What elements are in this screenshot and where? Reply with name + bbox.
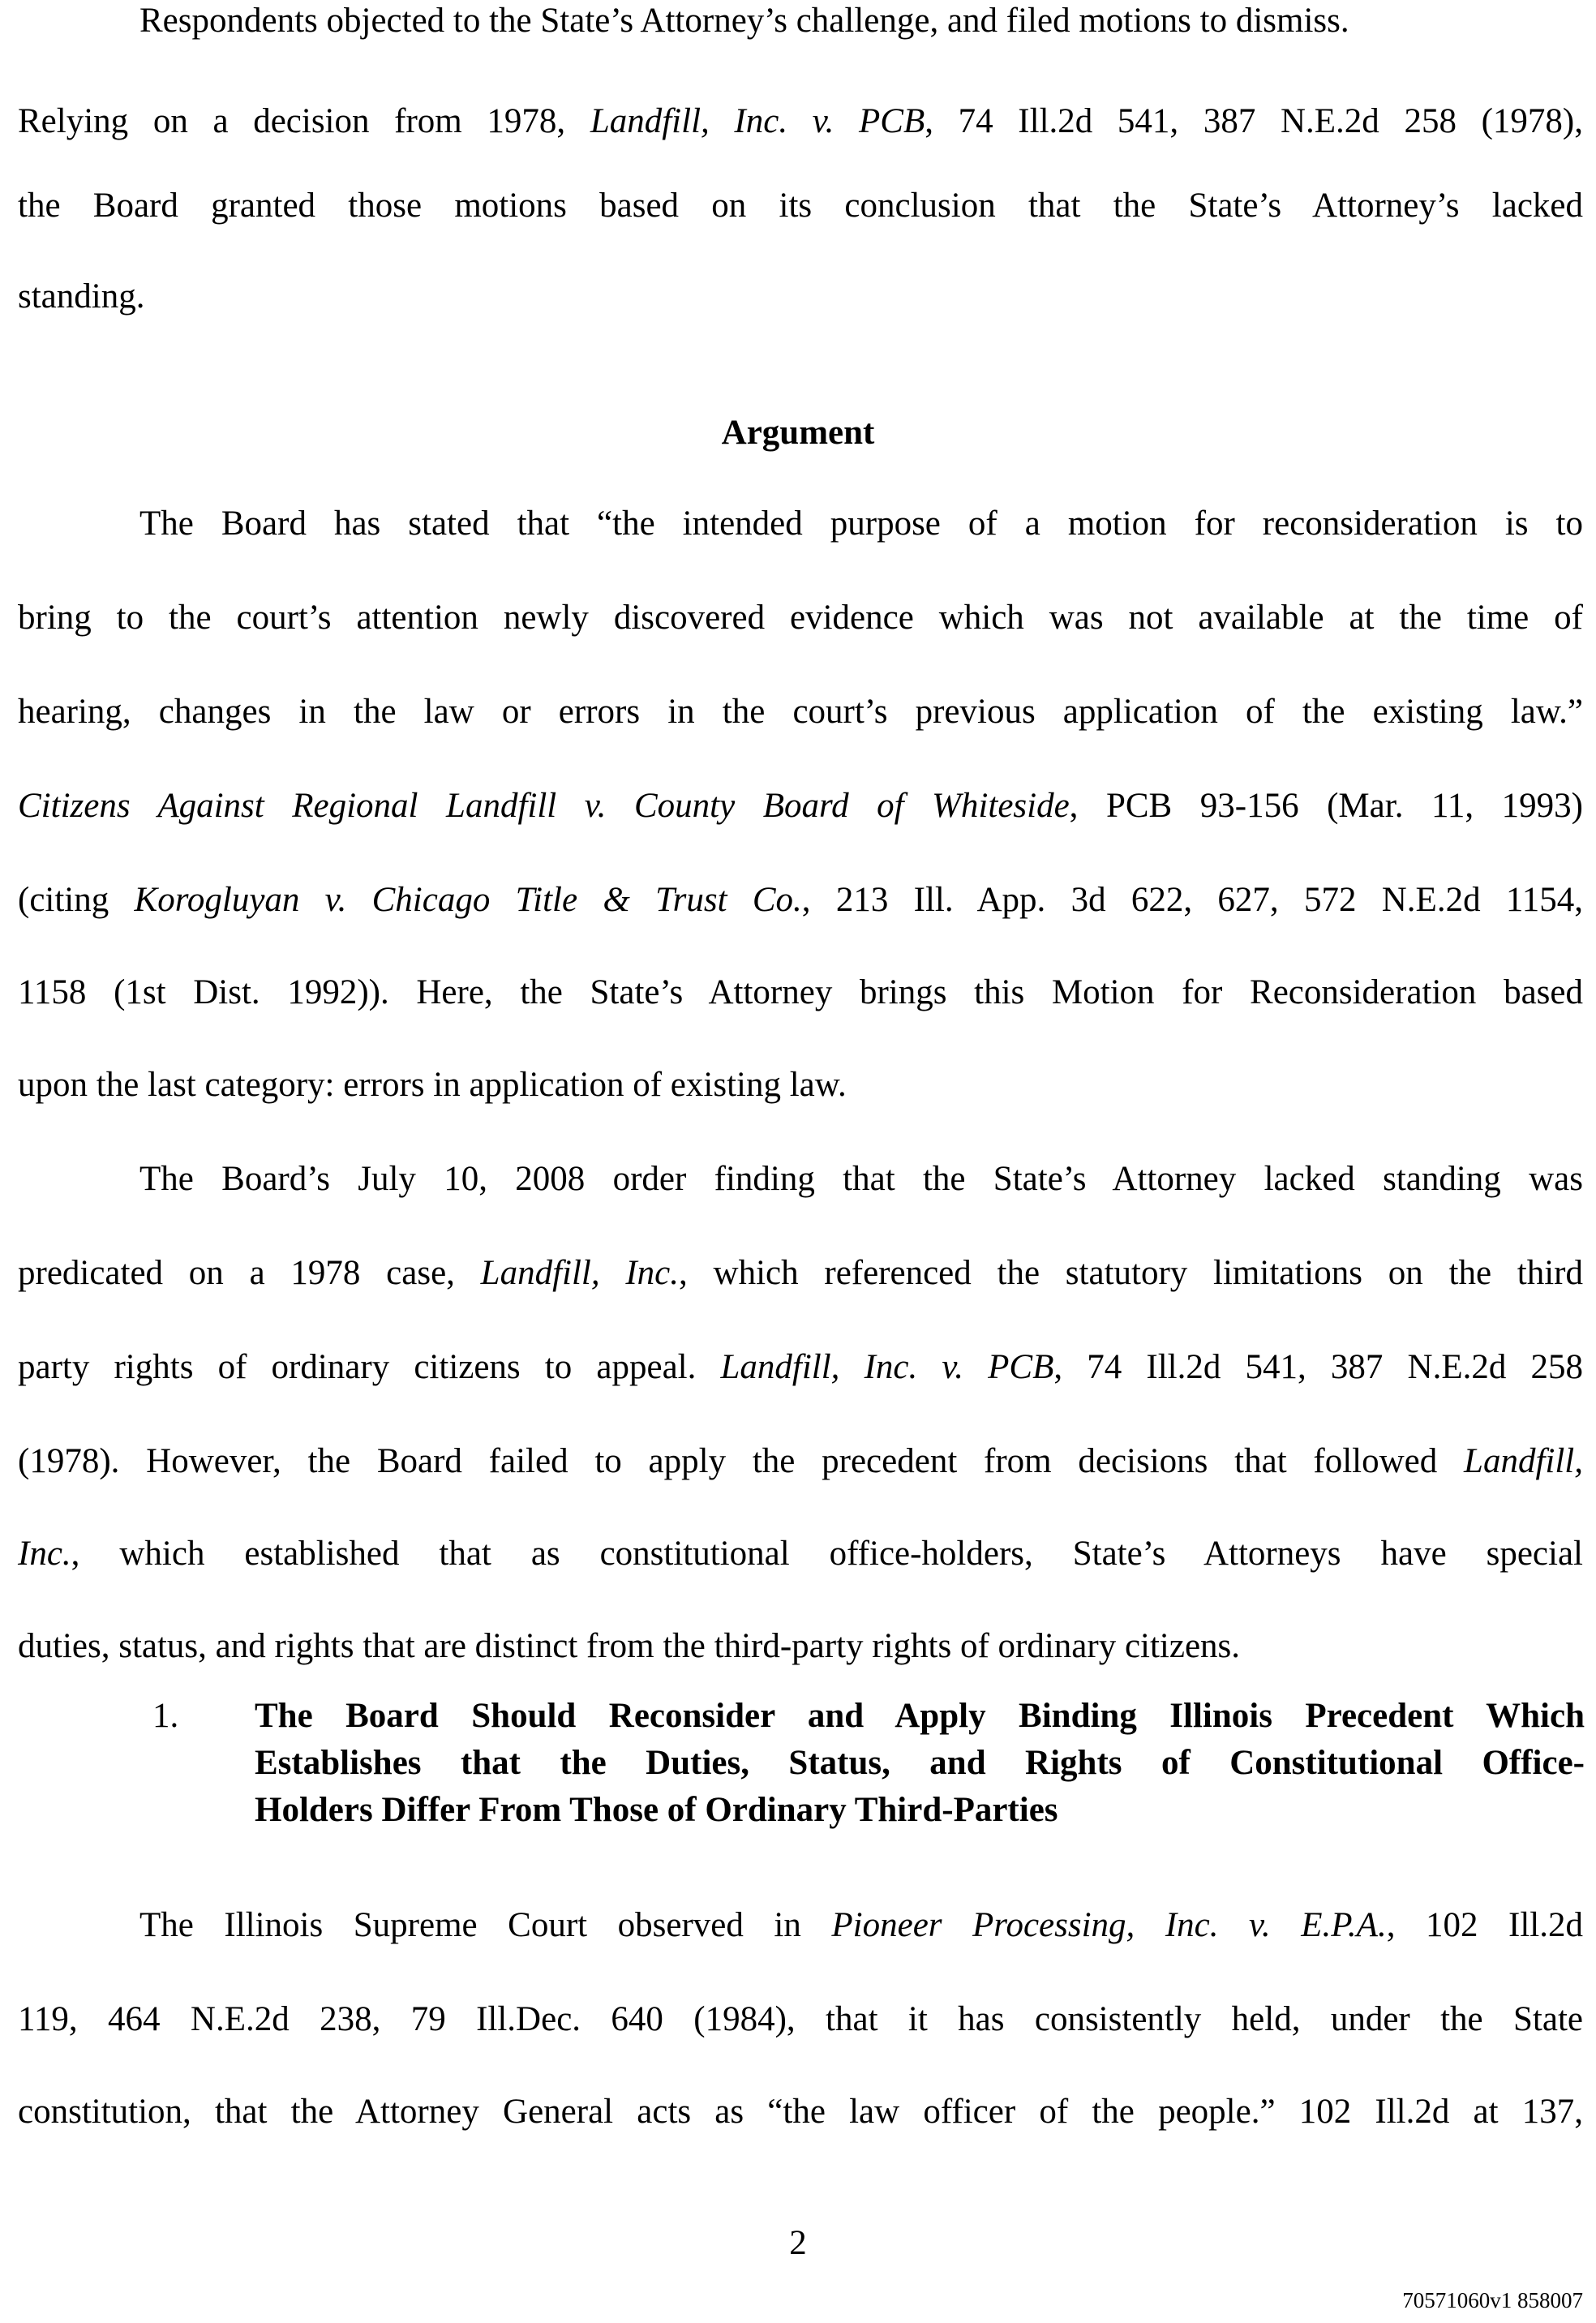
intro-line-3: the Board granted those motions based on its conclusion that the State’s Attorney’s lacked <box>18 187 1583 225</box>
p2-line-2: predicated on a 1978 case, Landfill, Inc., which referenced the statutory limitations on the third <box>18 1254 1583 1292</box>
p2-line-3: party rights of ordinary citizens to appeal. Landfill, Inc. v. PCB, 74 Ill.2d 541, 387 N.E.2d 258 <box>18 1348 1583 1386</box>
case-citation-landfill-short: Landfill, Inc. <box>480 1254 680 1292</box>
document-id: 70571060v1 858007 <box>1402 2288 1583 2312</box>
p1-line-6: 1158 (1st Dist. 1992)). Here, the State’s Attorney brings this Motion for Reconsideration based <box>18 973 1583 1011</box>
intro-line-2: Relying on a decision from 1978, Landfill, Inc. v. PCB, 74 Ill.2d 541, 387 N.E.2d 258 (1978), <box>18 102 1584 140</box>
p1-line-4: Citizens Against Regional Landfill v. County Board of Whiteside, PCB 93-156 (Mar. 11, 1993) <box>18 787 1583 825</box>
p1-line-2: bring to the court’s attention newly discovered evidence which was not available at the time of <box>18 599 1583 637</box>
p2-line-5: Inc., which established that as constitutional office-holders, State’s Attorneys have special <box>18 1535 1583 1573</box>
p2-line-1: The Board’s July 10, 2008 order finding that the State’s Attorney lacked standing was <box>139 1160 1583 1198</box>
case-citation-pioneer: Pioneer Processing, Inc. v. E.P.A. <box>831 1906 1387 1944</box>
case-citation-citizens: Citizens Against Regional Landfill v. County Board of Whiteside <box>18 787 1070 825</box>
page-number: 2 <box>789 2224 807 2262</box>
p3-line-3: constitution, that the Attorney General acts as “the law officer of the people.” 102 Ill.2d at 137, <box>18 2093 1583 2131</box>
case-citation-landfill-full: Landfill, Inc. v. PCB <box>720 1348 1054 1386</box>
p3-line-2: 119, 464 N.E.2d 238, 79 Ill.Dec. 640 (1984), that it has consistently held, under the State <box>18 2000 1583 2038</box>
p2-line-4: (1978). However, the Board failed to apply the precedent from decisions that followed Landfill, <box>18 1442 1583 1480</box>
p1-line-7: upon the last category: errors in application of existing law. <box>18 1066 847 1104</box>
p1-line-3: hearing, changes in the law or errors in the court’s previous application of the existing law.” <box>18 693 1583 731</box>
section-heading-line-2: Establishes that the Duties, Status, and Rights of Constitutional Office- <box>255 1744 1585 1782</box>
p1-line-5: (citing Korogluyan v. Chicago Title & Trust Co., 213 Ill. App. 3d 622, 627, 572 N.E.2d 1154, <box>18 881 1584 919</box>
section-heading-line-3: Holders Differ From Those of Ordinary Third-Parties <box>255 1791 1058 1829</box>
p3-line-1: The Illinois Supreme Court observed in Pioneer Processing, Inc. v. E.P.A., 102 Ill.2d <box>139 1906 1583 1944</box>
p2-line-6: duties, status, and rights that are distinct from the third-party rights of ordinary citizens. <box>18 1627 1241 1665</box>
intro-line-4: standing. <box>18 277 145 316</box>
case-citation-landfill: Landfill, Inc. v. PCB <box>590 102 925 140</box>
case-citation-landfill-follow: Landfill, <box>1464 1442 1583 1480</box>
case-citation-korogluyan: Korogluyan v. Chicago Title & Trust Co. <box>134 881 802 919</box>
p1-line-1: The Board has stated that “the intended purpose of a motion for reconsideration is to <box>139 505 1583 543</box>
case-citation-inc: Inc. <box>18 1535 71 1573</box>
section-heading-line-1: The Board Should Reconsider and Apply Binding Illinois Precedent Which <box>255 1697 1585 1735</box>
argument-heading: Argument <box>721 414 875 452</box>
section-number: 1. <box>152 1697 179 1735</box>
intro-line-1: Respondents objected to the State’s Attorney’s challenge, and filed motions to dismiss. <box>139 2 1349 40</box>
